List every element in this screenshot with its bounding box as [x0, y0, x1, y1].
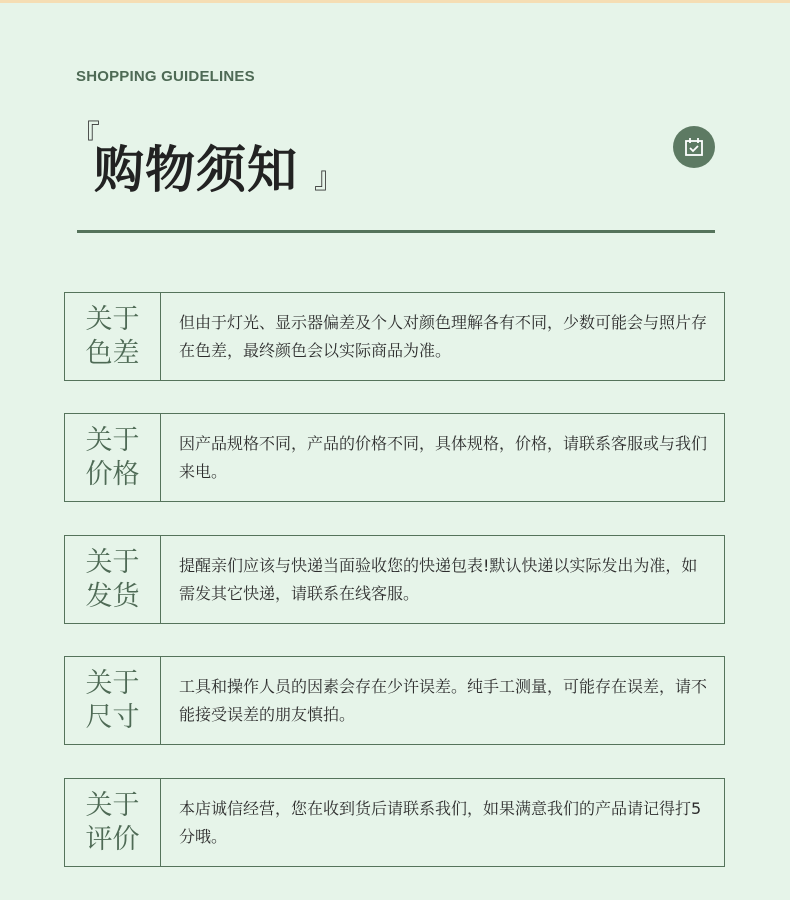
section-heading [65, 536, 161, 623]
section-text: 提醒亲们应该与快递当面验收您的快递包表!默认快递以实际发出为准，如需发其它快递，请联系在线客服。 [179, 555, 698, 603]
section-card-color-difference [64, 292, 725, 381]
page-title: 购物须知 [94, 141, 298, 199]
section-heading-line1: 关于 [85, 303, 140, 335]
calendar-check-icon [683, 136, 705, 158]
title-bracket-close: 』 [314, 161, 344, 196]
section-text: 工具和操作人员的因素会存在少许误差。纯手工测量，可能存在误差，请不能接受误差的朋友慎拍。 [179, 676, 708, 724]
section-heading [65, 414, 161, 501]
section-heading-line1: 关于 [85, 667, 140, 699]
section-heading-line2: 色差 [85, 337, 140, 369]
section-heading [65, 657, 161, 744]
section-heading-line1: 关于 [85, 546, 140, 578]
section-card-size [64, 656, 725, 745]
top-accent-strip [0, 0, 790, 3]
eyebrow-subtitle: SHOPPING GUIDELINES [76, 68, 255, 85]
section-heading-line2: 评价 [85, 823, 140, 855]
section-heading [65, 293, 161, 380]
section-heading-line1: 关于 [85, 789, 140, 821]
section-card-review [64, 778, 725, 867]
title-block [70, 120, 370, 200]
section-heading-line1: 关于 [85, 424, 140, 456]
title-bracket-open: 『 [70, 119, 100, 154]
section-card-price [64, 413, 725, 502]
section-card-shipping [64, 535, 725, 624]
section-heading-line2: 价格 [85, 458, 140, 490]
calendar-badge [673, 126, 715, 168]
section-text: 本店诚信经营，您在收到货后请联系我们，如果满意我们的产品请记得打5分哦。 [179, 798, 702, 846]
section-text: 但由于灯光、显示器偏差及个人对颜色理解各有不同，少数可能会与照片存在色差，最终颜色会以实际商品为准。 [179, 312, 708, 360]
section-heading-line2: 发货 [85, 580, 140, 612]
section-text: 因产品规格不同，产品的价格不同，具体规格，价格，请联系客服或与我们来电。 [179, 433, 708, 481]
section-heading [65, 779, 161, 866]
title-divider [77, 230, 715, 233]
section-heading-line2: 尺寸 [85, 701, 140, 733]
